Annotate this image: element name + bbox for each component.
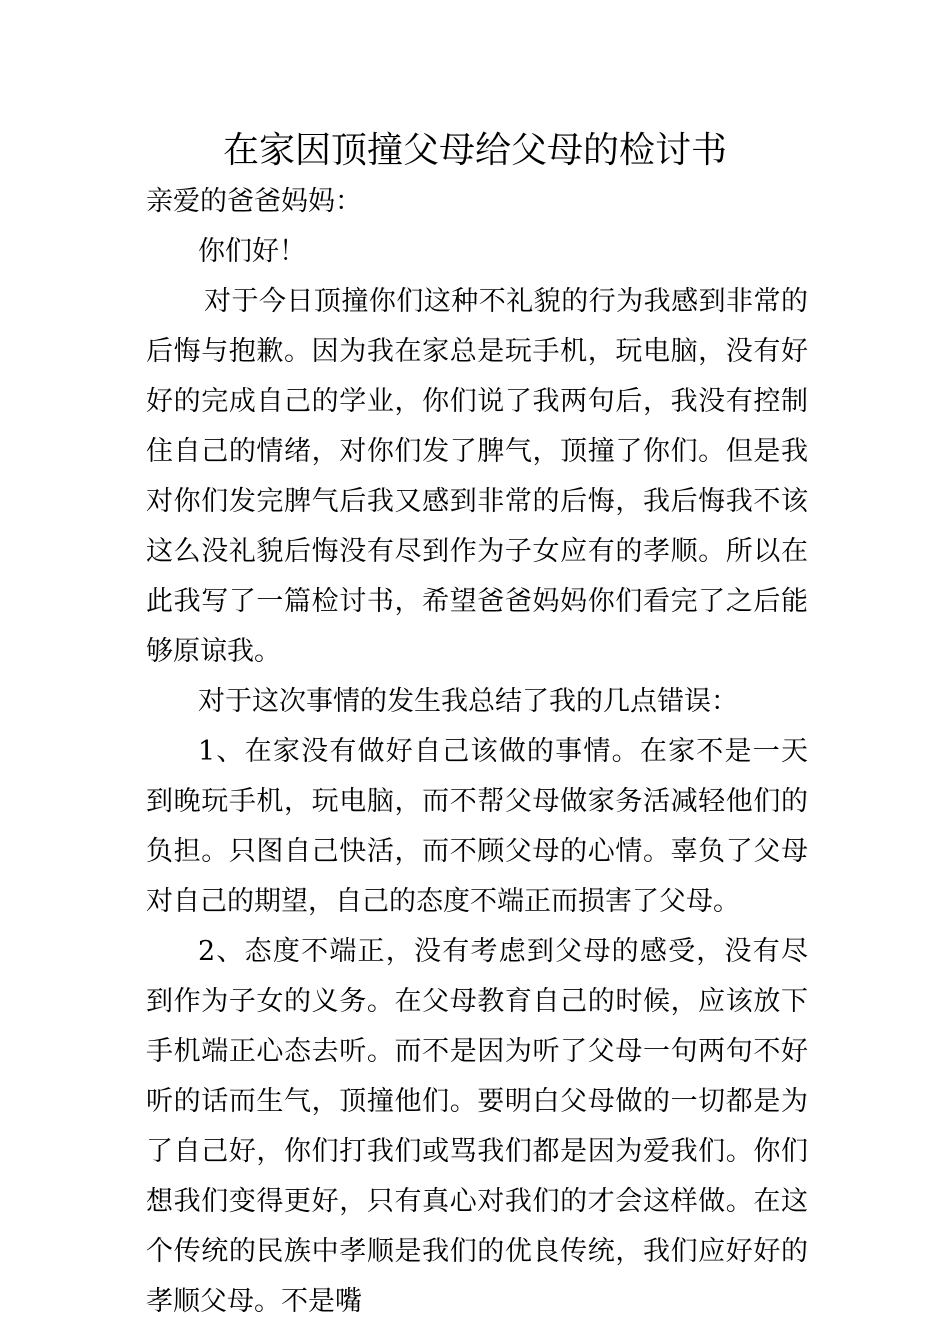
paragraph-error-2: 2、态度不端正，没有考虑到父母的感受，没有尽到作为子女的义务。在父母教育自己的时候，应该放下手机端正心态去听。而不是因为听了父母一句两句不好听的话而生气，顶撞他们。要明白父母做的一切都是为了自己好，你们打我们或骂我们都是因为爱我们。你们想我们变得更好，只有真心对我们的才会这样做。在这个传统的民族中孝顺是我们的优良传统，我们应好好的孝顺父母。不是嘴: [146, 936, 808, 1317]
document-title: 在家因顶撞父母给父母的检讨书: [222, 130, 727, 171]
document-body: [146, 177, 808, 1327]
paragraph-summary: 对于这次事情的发生我总结了我的几点错误：: [198, 686, 738, 717]
salutation: 亲爱的爸爸妈妈：: [146, 186, 362, 217]
paragraph-error-1: 1、在家没有做好自己该做的事情。在家不是一天到晚玩手机，玩电脑，而不帮父母做家务活减轻他们的负担。只图自己快活，而不顾父母的心情。辜负了父母对自己的期望，自己的态度不端正而损害了父母。: [146, 736, 808, 917]
greeting: 你们好！: [198, 236, 306, 267]
paragraph-apology: 对于今日顶撞你们这种不礼貌的行为我感到非常的后悔与抱歉。因为我在家总是玩手机，玩电脑，没有好好的完成自己的学业，你们说了我两句后，我没有控制住自己的情绪，对你们发了脾气，顶撞了你们。但是我对你们发完脾气后我又感到非常的后悔，我后悔我不该这么没礼貌后悔没有尽到作为子女应有的孝顺。所以在此我写了一篇检讨书，希望爸爸妈妈你们看完了之后能够原谅我。: [146, 286, 808, 667]
